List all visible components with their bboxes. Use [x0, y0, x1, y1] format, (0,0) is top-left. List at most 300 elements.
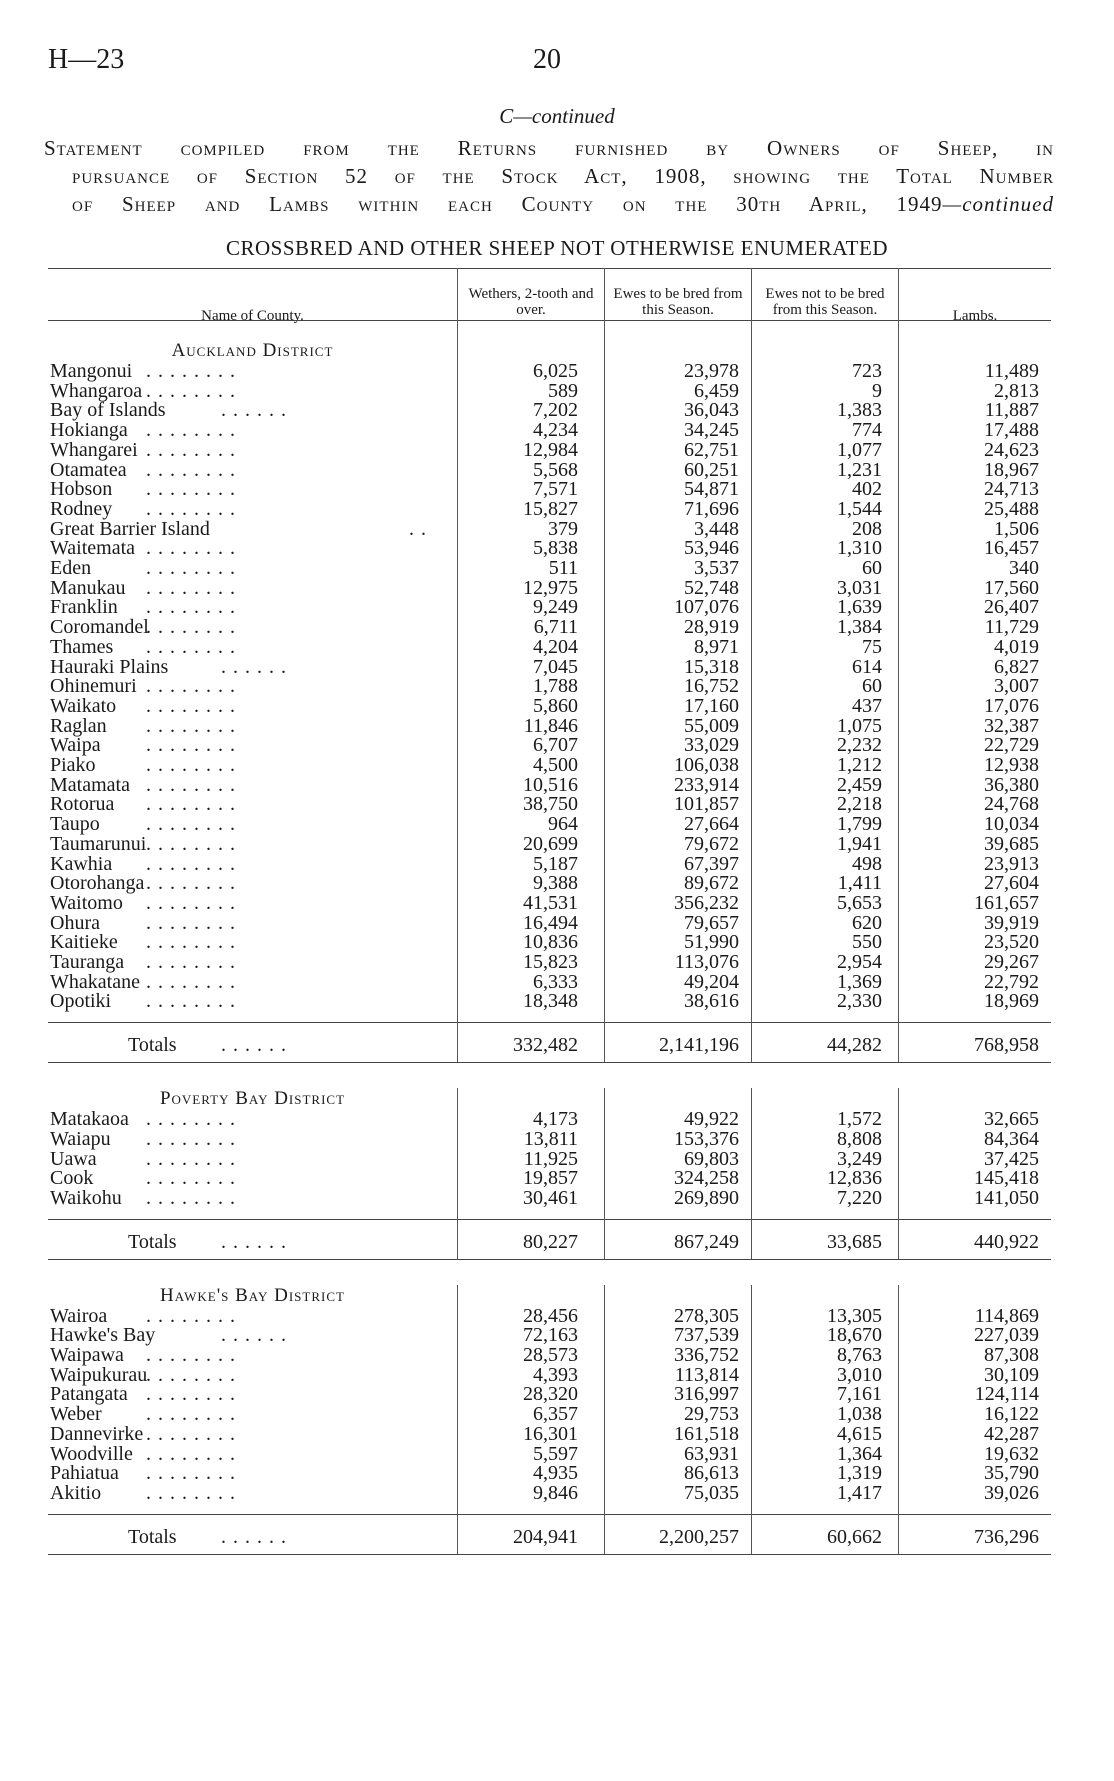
county-name: Opotiki [50, 990, 112, 1013]
table-row [48, 931, 1051, 953]
table-row [48, 734, 1051, 756]
wethers-value: 7,202 [533, 399, 578, 422]
ewes-bred-value: 113,076 [674, 951, 739, 973]
wethers-value: 19,857 [523, 1167, 578, 1190]
county-name: Ohura [50, 911, 100, 934]
page-header-id: H—23 [48, 44, 125, 75]
ewes-bred-value: 17,160 [684, 694, 739, 717]
wethers-value: 30,461 [523, 1186, 578, 1209]
column-rule [751, 268, 752, 320]
lambs-value: 23,520 [984, 931, 1039, 954]
col-header-ewes-not-bred: Ewes not to be bred from this Season. [765, 286, 885, 318]
ewes-bred-value: 107,076 [674, 596, 739, 619]
ewes-not-bred-value: 1,075 [837, 714, 882, 737]
leader-dots: . . . . . . . . [146, 773, 236, 796]
lambs-value: 22,729 [984, 734, 1039, 757]
ewes-bred-value: 54,871 [684, 478, 739, 501]
title-line-1: Statement compiled from the Returns furnished by Owners of Sheep, in [44, 136, 1054, 160]
table-row [48, 518, 1051, 540]
wethers-value: 5,187 [533, 852, 578, 875]
county-name: Taumarunui [50, 832, 147, 855]
ewes-bred-value: 53,946 [684, 537, 739, 560]
table-row [48, 793, 1051, 815]
ewes-not-bred-value: 1,639 [837, 596, 882, 619]
county-name: Mangonui [50, 360, 133, 382]
table-row [48, 577, 1051, 599]
table-row [48, 459, 1051, 481]
county-name: Whangarei [50, 438, 138, 461]
county-name: Piako [50, 754, 96, 776]
leader-dots: . . . . . . . . [146, 1363, 236, 1386]
ewes-not-bred-total: 33,685 [827, 1230, 882, 1253]
ewes-not-bred-value: 1,310 [837, 537, 882, 560]
leader-dots: . . . . . . . . [146, 852, 236, 875]
totals-label: Totals [128, 1525, 177, 1548]
ewes-bred-value: 316,997 [674, 1383, 739, 1406]
ewes-bred-value: 233,914 [674, 773, 739, 796]
wethers-value: 12,984 [523, 438, 578, 461]
county-name: Great Barrier Island [50, 517, 210, 540]
ewes-not-bred-value: 1,544 [837, 497, 882, 520]
leader-dots: . . . . . . . . [146, 438, 236, 461]
ewes-not-bred-value: 437 [852, 694, 882, 717]
ewes-not-bred-value: 9 [872, 379, 882, 402]
ewes-not-bred-value: 60 [862, 675, 882, 698]
wethers-value: 1,788 [533, 675, 578, 698]
lambs-value: 16,122 [984, 1403, 1039, 1426]
lambs-value: 84,364 [984, 1127, 1039, 1150]
wethers-value: 4,935 [533, 1462, 578, 1485]
wethers-value: 28,456 [523, 1304, 578, 1327]
ewes-bred-value: 278,305 [674, 1304, 739, 1327]
ewes-not-bred-value: 18,670 [827, 1324, 882, 1347]
title-line-2: pursuance of Section 52 of the Stock Act, 1908, showing the Total Number [72, 164, 1054, 188]
col-header-name: Name of County. [201, 308, 304, 324]
leader-dots: . . . . . . . . [146, 872, 236, 895]
county-name: Hobson [50, 478, 113, 501]
ewes-not-bred-value: 8,763 [837, 1344, 882, 1366]
county-name: Thames [50, 635, 114, 658]
leader-dots: . . . . . . . . [146, 635, 236, 658]
lambs-value: 39,685 [984, 832, 1039, 855]
wethers-value: 72,163 [523, 1324, 578, 1347]
ewes-not-bred-value: 12,836 [827, 1167, 882, 1190]
county-name: Kawhia [50, 852, 113, 875]
county-name: Coromandel [50, 616, 149, 639]
table-row [48, 616, 1051, 638]
wethers-value: 28,320 [523, 1383, 578, 1406]
wethers-value: 6,357 [533, 1403, 578, 1426]
ewes-bred-value: 161,518 [674, 1422, 739, 1445]
ewes-bred-value: 8,971 [694, 635, 739, 658]
ewes-not-bred-value: 5,653 [837, 891, 882, 914]
lambs-value: 32,387 [984, 714, 1039, 737]
leader-dots: . . . . . . . . [146, 419, 236, 442]
ewes-bred-value: 75,035 [684, 1481, 739, 1504]
lambs-value: 1,506 [994, 517, 1039, 540]
county-name: Otorohanga [50, 872, 145, 895]
leader-dots: . . . . . . . . [146, 813, 236, 836]
wethers-value: 11,925 [523, 1147, 578, 1170]
table-row [48, 1482, 1051, 1504]
statement-title [44, 134, 1054, 218]
wethers-value: 9,388 [533, 872, 578, 895]
ewes-not-bred-value: 1,077 [837, 438, 882, 461]
leader-dots: . . . . . . . . [146, 931, 236, 954]
lambs-value: 39,919 [984, 911, 1039, 934]
lambs-value: 17,076 [984, 694, 1039, 717]
county-name: Rotorua [50, 793, 115, 816]
ewes-not-bred-total: 44,282 [827, 1034, 882, 1057]
column-rule [751, 320, 752, 1062]
table-row [48, 1423, 1051, 1445]
wethers-value: 7,045 [533, 655, 578, 678]
district-heading: Auckland District [171, 340, 334, 361]
ewes-not-bred-value: 550 [852, 931, 882, 954]
lambs-value: 11,887 [984, 399, 1039, 422]
ewes-bred-value: 106,038 [674, 754, 739, 776]
lambs-value: 25,488 [984, 497, 1039, 520]
ewes-bred-value: 113,814 [674, 1363, 739, 1386]
ewes-bred-value: 69,803 [684, 1147, 739, 1170]
wethers-value: 511 [548, 557, 578, 579]
leader-dots: . . . . . . . . [146, 714, 236, 737]
ewes-bred-value: 71,696 [684, 497, 739, 520]
wethers-value: 5,597 [533, 1442, 578, 1465]
ewes-not-bred-value: 614 [852, 655, 882, 678]
totals-bottom-rule [48, 1259, 1051, 1260]
ewes-bred-value: 6,459 [694, 379, 739, 402]
leader-dots: . . . . . . . . [146, 1186, 236, 1209]
ewes-bred-value: 29,753 [684, 1403, 739, 1426]
county-name: Waipawa [50, 1344, 124, 1366]
table-row [48, 537, 1051, 559]
county-name: Kaitieke [50, 931, 118, 954]
wethers-value: 964 [548, 813, 578, 836]
ewes-not-bred-value: 1,941 [837, 832, 882, 855]
leader-dots: . . . . . . . . [146, 911, 236, 934]
county-name: Matakaoa [50, 1108, 129, 1131]
leader-dots: . . . . . . . . [146, 1383, 236, 1406]
wethers-value: 41,531 [523, 891, 578, 914]
county-name: Wairoa [50, 1304, 108, 1327]
table-row [48, 990, 1051, 1012]
table-row [48, 1324, 1051, 1346]
ewes-bred-value: 62,751 [684, 438, 739, 461]
ewes-not-bred-value: 13,305 [827, 1304, 882, 1327]
county-name: Waipa [50, 734, 101, 757]
ewes-not-bred-value: 7,161 [837, 1383, 882, 1406]
page-number: 20 [533, 44, 561, 75]
table-row [48, 853, 1051, 875]
table-row [48, 399, 1051, 421]
lambs-value: 11,489 [984, 360, 1039, 382]
county-name: Whangaroa [50, 379, 143, 402]
lambs-value: 42,287 [984, 1422, 1039, 1445]
column-rule [898, 320, 899, 1062]
table-row [48, 1167, 1051, 1189]
county-name: Waikohu [50, 1186, 122, 1209]
ewes-not-bred-value: 2,232 [837, 734, 882, 757]
column-rule [457, 1088, 458, 1259]
county-name: Cook [50, 1167, 94, 1190]
county-name: Whakatane [50, 970, 140, 993]
lambs-value: 124,114 [974, 1383, 1039, 1406]
table-row [48, 1344, 1051, 1366]
ewes-not-bred-value: 1,411 [837, 872, 882, 895]
wethers-value: 10,516 [523, 773, 578, 796]
wethers-value: 7,571 [533, 478, 578, 501]
table-row [48, 872, 1051, 894]
lambs-value: 3,007 [994, 675, 1039, 698]
lambs-value: 36,380 [984, 773, 1039, 796]
wethers-value: 15,827 [523, 497, 578, 520]
ewes-bred-value: 67,397 [684, 852, 739, 875]
ewes-bred-total: 2,141,196 [659, 1034, 739, 1057]
county-name: Waipukurau [50, 1363, 148, 1386]
leader-dots: . . . . . . . . [146, 1127, 236, 1150]
county-name: Hawke's Bay [50, 1324, 156, 1347]
lambs-value: 19,632 [984, 1442, 1039, 1465]
lambs-total: 440,922 [974, 1230, 1039, 1253]
wethers-value: 5,568 [533, 458, 578, 481]
table-row [48, 557, 1051, 579]
column-rule [751, 1088, 752, 1259]
table-row [48, 636, 1051, 658]
ewes-bred-value: 737,539 [674, 1324, 739, 1347]
lambs-value: 4,019 [994, 635, 1039, 658]
lambs-value: 22,792 [984, 970, 1039, 993]
table-row [48, 380, 1051, 402]
ewes-bred-value: 89,672 [684, 872, 739, 895]
county-name: Taupo [50, 813, 100, 836]
county-name: Ohinemuri [50, 675, 137, 698]
district-heading: Hawke's Bay District [160, 1284, 345, 1306]
totals-row [48, 1231, 1051, 1253]
ewes-not-bred-value: 2,330 [837, 990, 882, 1013]
county-name: Rodney [50, 497, 113, 520]
wethers-value: 9,846 [533, 1481, 578, 1504]
ewes-not-bred-total: 60,662 [827, 1525, 882, 1548]
ewes-bred-value: 3,537 [694, 557, 739, 579]
leader-dots: . . . . . . [221, 399, 287, 422]
ewes-not-bred-value: 2,218 [837, 793, 882, 816]
ewes-not-bred-value: 75 [862, 635, 882, 658]
leader-dots: . . . . . . . . [146, 694, 236, 717]
leader-dots: . . . . . . . . [146, 951, 236, 973]
wethers-value: 379 [548, 517, 578, 540]
lambs-value: 87,308 [984, 1344, 1039, 1366]
ewes-bred-value: 38,616 [684, 990, 739, 1013]
ewes-bred-value: 269,890 [674, 1186, 739, 1209]
ewes-not-bred-value: 8,808 [837, 1127, 882, 1150]
leader-dots: . . . . . . . . [146, 616, 236, 639]
table-row [48, 498, 1051, 520]
county-name: Eden [50, 557, 92, 579]
table-row [48, 892, 1051, 914]
totals-bottom-rule [48, 1554, 1051, 1555]
column-rule [457, 320, 458, 1062]
wethers-value: 5,860 [533, 694, 578, 717]
wethers-value: 18,348 [523, 990, 578, 1013]
table-row [48, 1383, 1051, 1405]
leader-dots: . . . . . . . . [146, 1147, 236, 1170]
lambs-value: 29,267 [984, 951, 1039, 973]
table-row [48, 596, 1051, 618]
leader-dots: . . . . . . . . [146, 1167, 236, 1190]
wethers-value: 28,573 [523, 1344, 578, 1366]
ewes-not-bred-value: 208 [852, 517, 882, 540]
wethers-value: 4,173 [533, 1108, 578, 1131]
lambs-value: 32,665 [984, 1108, 1039, 1131]
column-rule [898, 1285, 899, 1554]
ewes-not-bred-value: 1,364 [837, 1442, 882, 1465]
leader-dots: . . . . . . . . [146, 576, 236, 599]
lambs-value: 161,657 [974, 891, 1039, 914]
leader-dots: . . . . . . . . [146, 478, 236, 501]
ewes-bred-value: 33,029 [684, 734, 739, 757]
lambs-value: 24,713 [984, 478, 1039, 501]
totals-bottom-rule [48, 1062, 1051, 1063]
ewes-not-bred-value: 1,384 [837, 616, 882, 639]
ewes-bred-value: 27,664 [684, 813, 739, 836]
wethers-value: 9,249 [533, 596, 578, 619]
wethers-value: 11,846 [523, 714, 578, 737]
lambs-value: 37,425 [984, 1147, 1039, 1170]
totals-label: Totals [128, 1230, 177, 1253]
table-row [48, 1128, 1051, 1150]
county-name: Manukau [50, 576, 126, 599]
table-subtitle: CROSSBRED AND OTHER SHEEP NOT OTHERWISE ENUMERATED [225, 236, 889, 260]
county-name: Bay of Islands [50, 399, 166, 422]
leader-dots: . . . . . . . . [146, 1108, 236, 1131]
table-row [48, 912, 1051, 934]
wethers-total: 80,227 [523, 1230, 578, 1253]
ewes-bred-value: 79,657 [684, 911, 739, 934]
leader-dots: . . . . . . . . [146, 1403, 236, 1426]
totals-label: Totals [128, 1034, 177, 1057]
col-header-wethers: Wethers, 2-tooth and over. [468, 286, 594, 318]
leader-dots: . . . . . . [221, 655, 287, 678]
ewes-not-bred-value: 498 [852, 852, 882, 875]
totals-row [48, 1526, 1051, 1548]
wethers-value: 12,975 [523, 576, 578, 599]
lambs-value: 26,407 [984, 596, 1039, 619]
ewes-not-bred-value: 1,383 [837, 399, 882, 422]
lambs-value: 10,034 [984, 813, 1039, 836]
ewes-bred-value: 356,232 [674, 891, 739, 914]
wethers-value: 6,333 [533, 970, 578, 993]
column-rule [604, 268, 605, 320]
ewes-not-bred-value: 402 [852, 478, 882, 501]
ewes-not-bred-value: 620 [852, 911, 882, 934]
wethers-value: 6,707 [533, 734, 578, 757]
ewes-not-bred-value: 1,231 [837, 458, 882, 481]
ewes-bred-value: 3,448 [694, 517, 739, 540]
leader-dots: . . . . . . . . [146, 458, 236, 481]
leader-dots: . . . . . . . . [146, 1481, 236, 1504]
county-name: Raglan [50, 714, 107, 737]
county-name: Hauraki Plains [50, 655, 169, 678]
table-row [48, 1462, 1051, 1484]
table-row [48, 813, 1051, 835]
lambs-value: 114,869 [974, 1304, 1039, 1327]
wethers-value: 5,838 [533, 537, 578, 560]
ewes-bred-total: 867,249 [674, 1230, 739, 1253]
table-row [48, 419, 1051, 441]
leader-dots: . . . . . . . . [146, 832, 236, 855]
wethers-value: 589 [548, 379, 578, 402]
lambs-value: 12,938 [984, 754, 1039, 776]
lambs-value: 145,418 [974, 1167, 1039, 1190]
lambs-value: 27,604 [984, 872, 1039, 895]
lambs-value: 24,768 [984, 793, 1039, 816]
leader-dots: . . . . . . . . [146, 1422, 236, 1445]
wethers-value: 13,811 [523, 1127, 578, 1150]
column-rule [604, 1285, 605, 1554]
ewes-not-bred-value: 4,615 [837, 1422, 882, 1445]
wethers-value: 6,025 [533, 360, 578, 382]
table-row [48, 656, 1051, 678]
totals-top-rule [48, 1022, 1051, 1023]
county-name: Uawa [50, 1147, 97, 1170]
table-row [48, 951, 1051, 973]
lambs-value: 340 [1009, 557, 1039, 579]
wethers-total: 332,482 [513, 1034, 578, 1057]
ewes-not-bred-value: 3,031 [837, 576, 882, 599]
leader-dots: . . . . . . . . [146, 734, 236, 757]
wethers-value: 10,836 [523, 931, 578, 954]
ewes-not-bred-value: 2,954 [837, 951, 882, 973]
ewes-bred-value: 101,857 [674, 793, 739, 816]
ewes-bred-value: 49,204 [684, 970, 739, 993]
county-name: Pahiatua [50, 1462, 119, 1485]
leader-dots: . . . . . . . . [146, 1442, 236, 1465]
lambs-value: 16,457 [984, 537, 1039, 560]
ewes-bred-value: 51,990 [684, 931, 739, 954]
county-name: Akitio [50, 1481, 102, 1504]
lambs-value: 24,623 [984, 438, 1039, 461]
ewes-bred-value: 60,251 [684, 458, 739, 481]
ewes-bred-value: 86,613 [684, 1462, 739, 1485]
lambs-value: 227,039 [974, 1324, 1039, 1347]
column-rule [898, 268, 899, 320]
county-name: Weber [50, 1403, 102, 1426]
header-rule [48, 320, 1051, 321]
wethers-value: 20,699 [523, 832, 578, 855]
table-row [48, 478, 1051, 500]
leader-dots: . . . . . . . . [146, 793, 236, 816]
table-row [48, 695, 1051, 717]
county-name: Hokianga [50, 419, 128, 442]
ewes-not-bred-value: 1,212 [837, 754, 882, 776]
leader-dots: . . . . . . . . [146, 1304, 236, 1327]
ewes-not-bred-value: 1,572 [837, 1108, 882, 1131]
district-heading: Poverty Bay District [159, 1088, 346, 1110]
lambs-value: 23,913 [984, 852, 1039, 875]
ewes-not-bred-value: 723 [852, 360, 882, 382]
leader-dots: . . . . . . . . [146, 675, 236, 698]
ewes-not-bred-value: 1,038 [837, 1403, 882, 1426]
lambs-value: 35,790 [984, 1462, 1039, 1485]
county-name: Waikato [50, 694, 117, 717]
lambs-value: 39,026 [984, 1481, 1039, 1504]
continued-label: C—continued [499, 104, 615, 128]
ewes-bred-value: 36,043 [684, 399, 739, 422]
county-name: Otamatea [50, 458, 127, 481]
ewes-bred-value: 79,672 [684, 832, 739, 855]
leader-dots: . . . . . . . . [146, 360, 236, 382]
